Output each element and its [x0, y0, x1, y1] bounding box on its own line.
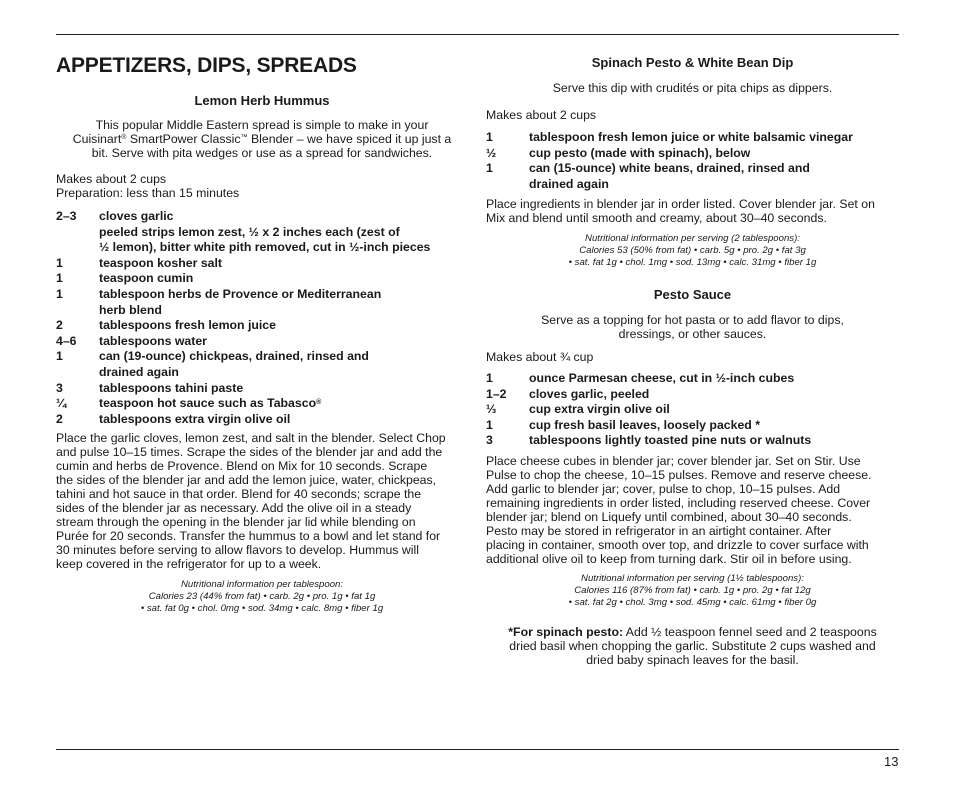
- bean-dip-intro: Serve this dip with crudités or pita chips as dippers.: [552, 81, 833, 95]
- hummus-intro: This popular Middle Eastern spread is simple to make in your Cuisinart® SmartPower Classic™ Blender – we have spiced it up just a bit. Serve with pita wedges or use as a spread for sandwiches.: [72, 118, 452, 160]
- hummus-method: Place the garlic cloves, lemon zest, and salt in the blender. Select Chop and pulse 10–15 times. Scrape the sides of the blender jar and add the cumin and herbs de Provence. Blend on Mix for 10 seconds. Scrape the sides of the blender jar and add the lemon juice, water, chickpeas, tahini and hot sauce in that order. Blend for 40 seconds; scrape the sides of the blender jar as necessary. Add the olive oil in a steady stream through the opening in the blender jar lid while blending on Purée for 20 seconds. Transfer the hummus to a bowl and let stand for 30 minutes before serving to allow flavors to develop. Hummus will keep covered in the refrigerator for up to a week.: [56, 431, 446, 571]
- pesto-ingredients: 1 ounce Parmesan cheese, cut in ½-inch cubes 1–2 cloves garlic, peeled ⅓ cup extra virgin olive oil 1 cup fresh basil leaves, loosely packed * 3 tablespoons lightly toasted pine nuts or walnuts: [486, 371, 812, 448]
- hummus-nutrition: Nutritional information per tablespoon: Calories 23 (44% from fat) • carb. 2g • pro. 1g • fat 1g • sat. fat 0g • chol. 0mg • sod. 34mg • calc. 8mg • fiber 1g: [140, 579, 384, 614]
- pesto-intro: Serve as a topping for hot pasta or to add flavor to dips, dressings, or other sauces.: [541, 313, 844, 341]
- bean-dip-method: Place ingredients in blender jar in order listed. Cover blender jar. Set on Mix and blend until smooth and creamy, about 30–40 seconds.: [486, 197, 875, 225]
- pesto-title: Pesto Sauce: [653, 287, 732, 302]
- hummus-title: Lemon Herb Hummus: [194, 93, 330, 108]
- bean-dip-title: Spinach Pesto & White Bean Dip: [591, 55, 794, 70]
- page-number: 13: [884, 754, 899, 769]
- bean-dip-yield: Makes about 2 cups: [486, 108, 597, 122]
- pesto-nutrition: Nutritional information per serving (1½ tablespoons): Calories 116 (87% from fat) • carb. 1g • pro. 2g • fat 12g • sat. fat 2g • chol. 3mg • sod. 45mg • calc. 61mg • fiber 0g: [568, 573, 817, 608]
- bean-dip-ingredients: 1 tablespoon fresh lemon juice or white balsamic vinegar ½ cup pesto (made with spinach), below 1 can (15-ounce) white beans, drained, rinsed and drained again: [486, 130, 853, 191]
- top-rule: [56, 34, 899, 35]
- pesto-yield: Makes about ¾ cup: [486, 350, 594, 364]
- pesto-note: *For spinach pesto: Add ½ teaspoon fennel seed and 2 teaspoons dried basil when chopping the garlic. Substitute 2 cups washed and dried baby spinach leaves for the basil.: [508, 625, 877, 667]
- hummus-ingredients: 2–3 cloves garlic peeled strips lemon zest, ½ x 2 inches each (zest of ½ lemon), bitter white pith removed, cut in ½-inch pieces 1 teaspoon kosher salt 1 teaspoon cumin 1 tablespoon herbs de Provence or Mediterranean herb blend 2 tablespoons fresh lemon juice 4–6 tablespoons water 1 can (19-ounce) chickpeas, drained, rinsed and drained again 3 tablespoons tahini paste ¼ teaspoon hot sauce such as Tabasco® 2 tablespoons extra virgin olive oil: [56, 209, 431, 426]
- hummus-yield: Makes about 2 cups Preparation: less than 15 minutes: [56, 172, 240, 200]
- section-title: APPETIZERS, DIPS, SPREADS: [56, 54, 357, 77]
- pesto-method: Place cheese cubes in blender jar; cover blender jar. Set on Stir. Use Pulse to chop the cheese, 10–15 pulses. Remove and reserve cheese. Add garlic to blender jar; cover, pulse to chop, 10–15 pulses. Add remaining ingredients in order listed, including reserved cheese. Cover blender jar; blend on Liquefy until combined, about 30–40 seconds. Pesto may be stored in refrigerator in an airtight container. After placing in container, smooth over top, and drizzle to cover surface with additional olive oil to keep from turning dark. Stir oil in before using.: [486, 454, 872, 566]
- bottom-rule: [56, 749, 899, 750]
- bean-dip-nutrition: Nutritional information per serving (2 tablespoons): Calories 53 (50% from fat) • carb. 5g • pro. 2g • fat 3g • sat. fat 1g • chol. 1mg • sod. 13mg • calc. 31mg • fiber 1g: [568, 233, 817, 268]
